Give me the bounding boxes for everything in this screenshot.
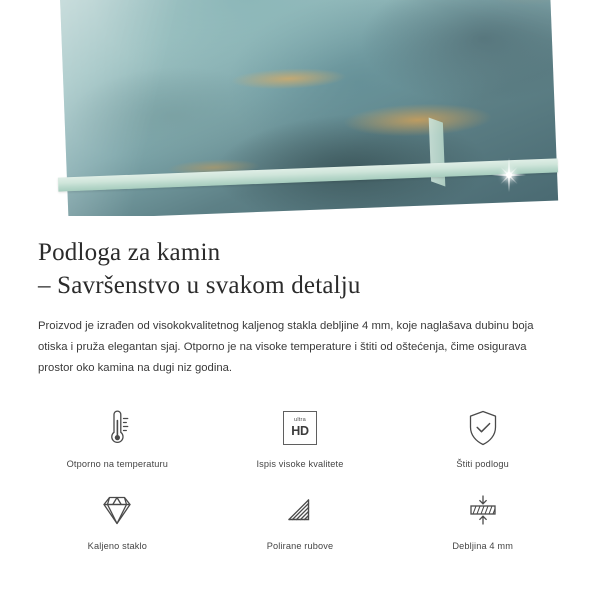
- feature-label: Kaljeno staklo: [87, 540, 147, 551]
- feature-item-temperature: [26, 405, 209, 469]
- thermometer-icon: [97, 405, 137, 451]
- content-section: [0, 216, 600, 379]
- polished-edges-icon: [279, 487, 321, 533]
- page-title: [38, 236, 562, 302]
- feature-label: Polirane rubove: [266, 540, 334, 551]
- diamond-icon: [96, 487, 138, 533]
- feature-item-polished-edges: [209, 487, 392, 551]
- badge-top-text: ultra: [294, 417, 306, 424]
- page-title-line-2: – Savršenstvo u svakom detalju: [38, 272, 361, 299]
- feature-item-print-quality: [209, 405, 392, 469]
- ultra-hd-badge-icon: [283, 405, 317, 451]
- feature-label: Debljina 4 mm: [452, 540, 513, 551]
- feature-item-protects-surface: [391, 405, 574, 469]
- shield-check-icon: [462, 405, 504, 451]
- product-description: Proizvod je izrađen od visokokvalitetnog kaljenog stakla debljine 4 mm, koje naglašava dubinu boja otiska i pruža elegantan sjaj. Otporno je na visoke temperature i štiti od oštećenja, čime osigurava prostor oko kamina na dugi niz godina.: [38, 320, 534, 374]
- glass-panel-wrapper: [0, 0, 600, 216]
- feature-grid: [0, 405, 600, 551]
- feature-item-tempered-glass: [26, 487, 209, 551]
- badge-main-text: HD: [291, 423, 309, 438]
- feature-label: Štiti podlogu: [456, 458, 509, 469]
- hero-image-section: [0, 0, 600, 216]
- feature-item-thickness: [391, 487, 574, 551]
- thickness-arrows-icon: [462, 487, 504, 533]
- feature-label: Otporno na temperaturu: [66, 458, 168, 469]
- feature-label: Ispis visoke kvalitete: [256, 458, 344, 469]
- page-title-line-1: Podloga za kamin: [38, 239, 221, 266]
